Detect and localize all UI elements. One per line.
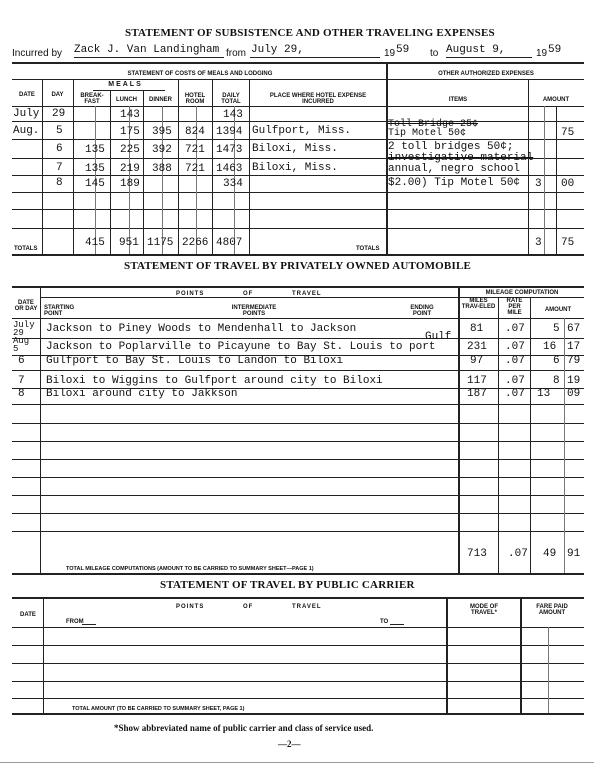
row-lunch: 225 — [120, 144, 140, 156]
totals-label: TOTALS — [14, 246, 38, 252]
col-amount: AMOUNT — [542, 97, 570, 103]
auto-row-route: Jackson to Piney Woods to Mendenhall to Jackson — [46, 323, 357, 335]
col-breakfast: BREAK-FAST — [80, 93, 104, 105]
auto-row-date: July 29 — [13, 320, 35, 338]
row-breakfast: 145 — [85, 178, 105, 190]
incurred-by-value: Zack J. Van Landingham — [74, 44, 220, 56]
totals-label-right: TOTALS — [356, 246, 380, 252]
col-date-or-day: DATE OR DAY — [14, 300, 38, 312]
other-expenses-heading: OTHER AUTHORIZED EXPENSES — [438, 71, 534, 77]
total-rate: .07 — [508, 548, 528, 560]
auto-row-rate: .07 — [505, 323, 525, 335]
points-of-travel-label: POINTS OF TRAVEL — [176, 291, 322, 297]
col-auto-amount: AMOUNT — [544, 307, 572, 313]
meals-group-label: MEALS — [108, 81, 143, 88]
row-daily: 334 — [223, 178, 243, 190]
col-place: PLACE WHERE HOTEL EXPENSE INCURRED — [269, 93, 367, 105]
col-items: ITEMS — [448, 97, 468, 103]
auto-row-route: Jackson to Poplarville to Picayune to Bay St. Louis to port — [46, 341, 436, 353]
auto-row-cents: 79 — [567, 355, 581, 367]
row-day: 6 — [56, 143, 63, 155]
other-item: Toll Bridge 25¢ — [388, 119, 479, 130]
auto-row-rate: .07 — [505, 341, 525, 353]
row-daily: 1463 — [216, 163, 243, 175]
mileage-heading: MILEAGE COMPUTATION — [485, 290, 559, 296]
auto-row-route-note: Gulf — [425, 331, 452, 343]
row-dinner: 395 — [152, 126, 172, 138]
row-dinner: 388 — [152, 163, 172, 175]
col-intermediate-points: INTERMEDIATE POINTS — [231, 305, 277, 317]
col-ending-point: ENDING POINT — [410, 305, 434, 317]
auto-row-rate: .07 — [505, 388, 525, 400]
col-rate-per-mile: RATE PER MILE — [506, 298, 523, 316]
other-total-dollars: 3 — [535, 237, 542, 249]
other-total-cents: 75 — [561, 237, 575, 249]
from-value: July 29, — [251, 44, 304, 56]
auto-row-dollars: 6 — [553, 355, 560, 367]
other-amount-dollars: 3 — [535, 178, 542, 190]
row-day: 7 — [56, 162, 63, 174]
row-lunch: 189 — [120, 178, 140, 190]
public-travel-title: STATEMENT OF TRAVEL BY PUBLIC CARRIER — [160, 579, 415, 591]
total-lunch: 951 — [119, 237, 139, 249]
auto-row-route: Gulfport to Bay St. Louis to Landon to Biloxi — [46, 355, 344, 367]
auto-row-cents: 09 — [567, 388, 581, 400]
auto-row-cents: 19 — [567, 375, 581, 387]
auto-row-cents: 17 — [567, 341, 581, 353]
to-value: August 9, — [446, 44, 506, 56]
auto-row-miles: 117 — [467, 375, 487, 387]
row-place: Biloxi, Miss. — [252, 143, 338, 155]
auto-row-miles: 231 — [467, 341, 487, 353]
col-lunch: LUNCH — [116, 97, 137, 103]
col-day: DAY — [51, 92, 64, 98]
row-hotel: 721 — [185, 144, 205, 156]
total-miles: 713 — [467, 548, 487, 560]
row-daily: 1473 — [216, 144, 243, 156]
auto-row-dollars: 13 — [537, 388, 551, 400]
col-hotel-room: HOTEL ROOM — [184, 93, 206, 105]
row-breakfast: 135 — [85, 144, 105, 156]
to-label: to — [430, 48, 439, 59]
row-hotel: 824 — [185, 126, 205, 138]
row-lunch: 175 — [120, 126, 140, 138]
row-daily: 143 — [223, 109, 243, 121]
footnote: *Show abbreviated name of public carrier and class of service used. — [114, 723, 374, 733]
auto-row-cents: 67 — [567, 323, 581, 335]
auto-row-miles: 187 — [467, 388, 487, 400]
other-item: investigative material — [388, 152, 534, 164]
auto-row-date: 7 — [18, 375, 25, 387]
to-year: 59 — [548, 44, 562, 56]
col-date: DATE — [19, 92, 35, 98]
auto-row-miles: 81 — [470, 323, 484, 335]
auto-row-date: 6 — [18, 355, 25, 367]
row-hotel: 721 — [185, 163, 205, 175]
row-lunch: 219 — [120, 163, 140, 175]
from-label: from — [226, 48, 246, 59]
from-year: 59 — [396, 44, 410, 56]
public-to-label: TO — [380, 619, 389, 625]
auto-row-dollars: 5 — [553, 323, 560, 335]
total-hotel: 2266 — [182, 237, 209, 249]
total-breakfast: 415 — [85, 237, 105, 249]
auto-row-miles: 97 — [470, 355, 484, 367]
auto-travel-title: STATEMENT OF TRAVEL BY PRIVATELY OWNED AUTOMOBILE — [124, 260, 472, 272]
total-daily: 4807 — [216, 237, 243, 249]
public-col-date: DATE — [20, 612, 36, 618]
public-total-label: TOTAL AMOUNT (TO BE CARRIED TO SUMMARY SHEET, PAGE 1) — [72, 706, 245, 712]
total-cents: 91 — [567, 548, 581, 560]
row-breakfast: 135 — [85, 163, 105, 175]
public-col-fare: FARE PAID AMOUNT — [536, 604, 568, 616]
public-col-mode: MODE OF TRAVEL* — [470, 604, 498, 616]
auto-row-route: Biloxi to Wiggins to Gulfport around city to Biloxi — [46, 375, 383, 387]
auto-row-rate: .07 — [505, 375, 525, 387]
row-place: Gulfport, Miss. — [252, 125, 352, 137]
total-mileage-label: TOTAL MILEAGE COMPUTATIONS (AMOUNT TO BE CARRIED TO SUMMARY SHEET—PAGE 1) — [66, 566, 314, 572]
other-amount-cents: 75 — [561, 127, 575, 139]
public-points-label: POINTS OF TRAVEL — [176, 604, 322, 610]
col-starting-point: STARTING POINT — [44, 305, 75, 317]
total-dollars: 49 — [543, 548, 557, 560]
auto-row-date: 8 — [18, 388, 25, 400]
row-place: Biloxi, Miss. — [252, 162, 338, 174]
row-day: 29 — [52, 108, 66, 120]
col-dinner: DINNER — [148, 97, 172, 103]
auto-row-date: Aug 5 — [13, 336, 30, 354]
from-year-prefix: 19 — [384, 48, 396, 59]
row-dinner: 392 — [152, 144, 172, 156]
row-date: July — [13, 108, 40, 120]
auto-row-route: Biloxi around city to Jakkson — [46, 388, 238, 400]
row-date: Aug. — [13, 125, 40, 137]
auto-row-dollars: 8 — [553, 375, 560, 387]
auto-row-rate: .07 — [505, 355, 525, 367]
incurred-by-label: Incurred by — [12, 48, 63, 59]
public-from-label: FROM — [66, 619, 84, 625]
other-item: 2 toll bridges 50¢; — [388, 141, 514, 153]
main-title: STATEMENT OF SUBSISTENCE AND OTHER TRAVELING EXPENSES — [125, 27, 495, 39]
page-number: —2— — [278, 739, 301, 749]
to-year-prefix: 19 — [536, 48, 548, 59]
row-day: 5 — [56, 125, 63, 137]
other-item: Tip Motel 50¢ — [388, 128, 467, 139]
other-item: annual, negro school — [388, 163, 521, 175]
other-item: $2.00) Tip Motel 50¢ — [388, 177, 521, 189]
row-lunch: 143 — [120, 109, 140, 121]
row-daily: 1394 — [216, 126, 243, 138]
auto-row-dollars: 16 — [543, 341, 557, 353]
other-amount-cents: 00 — [561, 178, 575, 190]
row-day: 8 — [56, 177, 63, 189]
total-dinner: 1175 — [147, 237, 174, 249]
col-daily-total: DAILY TOTAL — [221, 93, 241, 105]
col-miles-traveled: MILES TRAV-ELED — [461, 298, 496, 310]
meals-lodging-heading: STATEMENT OF COSTS OF MEALS AND LODGING — [127, 71, 273, 77]
